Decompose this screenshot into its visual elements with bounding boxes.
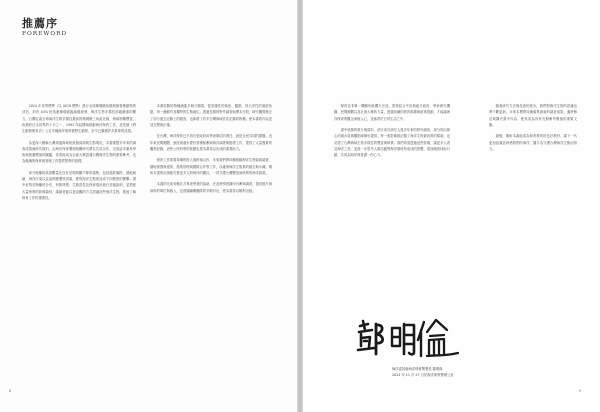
signature-title-line: 海洋委員會海洋保育署署長 鄭明修	[392, 367, 443, 371]
text-column-2	[150, 103, 272, 194]
page-number-right: 9	[579, 389, 582, 393]
signature-caption	[392, 367, 454, 378]
paragraph: 隨著研究方法與技術的進步，我們對海洋生物的認識也將不斷更新。未來本署將持續蒐集最新的調查成果，適時修訂與擴充書中內容，使其成為具有長期參考價值的重要文獻。	[489, 104, 577, 127]
text-column-1	[22, 103, 136, 201]
page-subtitle: FOREWORD	[22, 31, 68, 37]
text-column-3	[334, 103, 450, 158]
paragraph: 最後，期盼本書能成為保育教育的良好教材，讓下一代更加認識並珍惜我們的海洋，攜手為守護台灣海洋生態而努力。	[489, 134, 577, 151]
paragraph: 保育工作需要持續的投入與跨域合作，未來我們將持續推動海洋生物資源調查、棲地保護與復育、漁業管理與國際合作等工作，以確保海洋生態系的健全與永續。期盼本書的出版能引發更多人對海洋的關注，一同守護台灣豐富而珍貴的海洋資源。	[150, 158, 272, 175]
handwritten-signature	[354, 316, 464, 360]
paragraph: 部分物種的族群數量在近年呈現明顯下降的趨勢，包括過度捕撈、棲地破壞、海洋汙染以及氣候變遷等因素，都對海洋生態系造成不同程度的衝擊。書中針對各物種的分布、形態特徵、生態習性及保育現況進行詳細說明，並搭配大量珍貴的影像資料，讓讀者能以更直觀的方式認識這些海洋生物，進而了解保育工作的重要性。	[22, 170, 136, 200]
paragraph: 本書收錄的物種涵蓋多個分類群，從底棲性的鯊魚、鰩類，到大洋性的洄游魚類，每一種都有其獨特的生態地位。透過長期的野外調查與標本比對，研究團隊修正了部分過去記錄上的錯誤，也新增了許多台灣海域首次記錄的物種，使本書的內容更加完整與正確。	[150, 104, 272, 127]
paragraph: 書中收錄的照片與資料，部分來自研究人員多年來的野外調查，部分則由熱心的潛水員與攝影師無私提供。每一張影像都記錄了海洋生物最真實的樣貌，也見證了台灣海域生物多樣性的豐富與珍貴。我們希望透過這些影像，讓更多人看見海洋之美，並進一步思考人類活動對海洋環境所造成的影響，從而願意採取行動，共同為海洋保育盡一份心力。	[334, 128, 450, 158]
paragraph: 2024 年世界標準（以 IUCN 標準）進行全球珊瑚礁魚類與無脊椎動物的評估，約有 44% 的造礁珊瑚面臨滅絕威脅，海洋生物多樣性面臨嚴重的壓力。台灣位處全球海洋生物多樣性最高的珊瑚礁三角區北緣，海域物種豐富，魚類約佔全世界的十分之一，1992 年起開始推動海洋保育工作，並依據《野生動物保育法》公告多種海洋保育類野生動物，至今已累積許多重要的成果。	[22, 104, 136, 133]
signature-date-line: 2024 年 11 月 27 日於海洋保育署辦公室	[392, 372, 454, 377]
paragraph: 在台灣，海洋保育已不再只是政府或學術單位的責任，而是全民共同的課題。近年來民間團體、漁民與潛水愛好者積極參與海洋調查與監測工作，提供了大量寶貴的觀察紀錄，這些公民科學的貢獻也是本書得以完成的重要助力。	[150, 134, 272, 151]
paragraph: 為更深入瞭解台灣周邊海域的魚類資源與生態現況，本書彙整多年來的調查成果與研究資料，由海洋保育署與相關研究單位共同合作，完成這本兼具學術與推廣價值的圖鑑，希望能成為社會大眾認識台灣海洋生物的重要參考，也為後續的保育與管理工作提供堅實的基礎。	[22, 140, 136, 164]
page-title: 推薦序	[22, 17, 58, 30]
paragraph: 保育並非單一機關所能獨力完成，需要結合中央與地方政府、學術研究機構、民間團體以及社會大眾的力量，透過持續的教育推廣與政策推動，才能讓海洋保育的觀念深植人心，並落實於日常生活之中。	[334, 104, 450, 121]
left-page	[0, 0, 297, 412]
paragraph: 本書的完成有賴各方專家學者的協助，在此特別感謝所有參與調查、提供照片與資料的單位與個人，也感謝編輯團隊的辛勤付出，使本書得以順利出版。	[150, 182, 272, 193]
page-number-left: 8	[9, 389, 12, 393]
text-column-4	[489, 103, 577, 152]
